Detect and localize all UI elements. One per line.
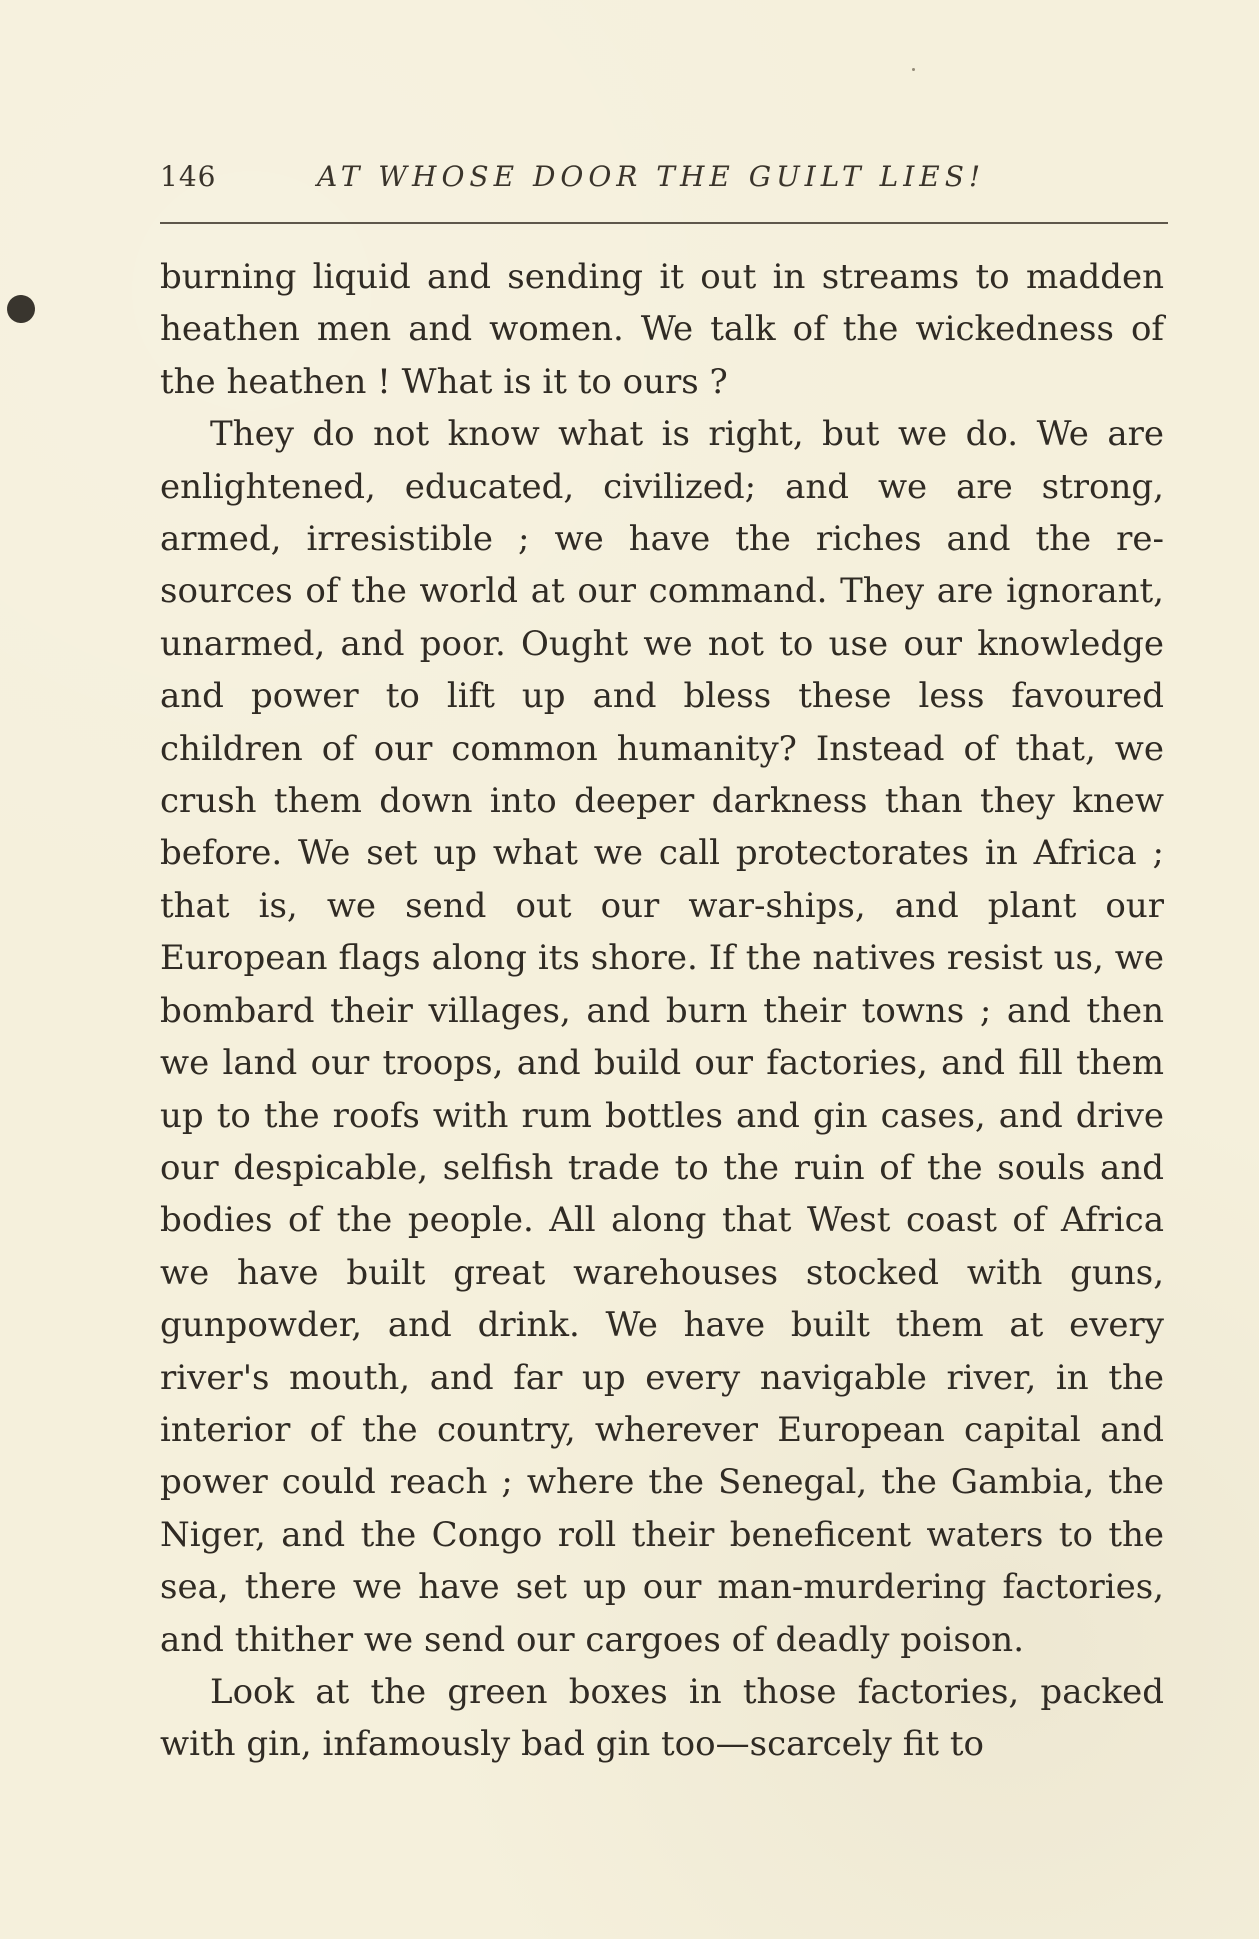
page-header — [160, 157, 1160, 197]
header-rule — [160, 222, 1168, 224]
paragraph-main: They do not know what is right, but we do. We are enlightened, educated, civilized; and we are strong, armed, irresistible ; we have the riches and the re-sources of the world at our command. They are ignorant, unarmed, and poor. Ought we not to use our knowledge and power to lift up and bless these less favoured children of our common humanity? Instead of that, we crush them down into deeper darkness than they knew before. We set up what we call protectorates in Africa ; that is, we send out our war-ships, and plant our European flags along its shore. If the natives resist us, we bombard their villages, and burn their towns ; and then we land our troops, and build our factories, and fill them up to the roofs with rum bottles and gin cases, and drive our despicable, selfish trade to the ruin of the souls and bodies of the people. All along that West coast of Africa we have built great warehouses stocked with guns, gunpowder, and drink. We have built them at every river's mouth, and far up every navigable river, in the interior of the country, wherever European capital and power could reach ; where the Senegal, the Gambia, the Niger, and the Congo roll their beneficent waters to the sea, there we have set up our man-murdering factories, and thither we send our cargoes of deadly poison. — [160, 414, 1164, 1660]
speck-mark — [912, 68, 915, 71]
running-title: AT WHOSE DOOR THE GUILT LIES! — [317, 160, 986, 193]
page-number: 146 — [160, 160, 217, 193]
page-body — [160, 251, 1164, 1771]
paragraph-continuation: burning liquid and sending it out in streams to madden heathen men and women. We talk of the wickedness of the heathen ! What is it to ours ? — [160, 257, 1164, 402]
ink-blot-mark — [4, 292, 39, 327]
paragraph-next: Look at the green boxes in those factories, packed with gin, infamously bad gin too—scarcely fit to — [160, 1671, 1164, 1765]
